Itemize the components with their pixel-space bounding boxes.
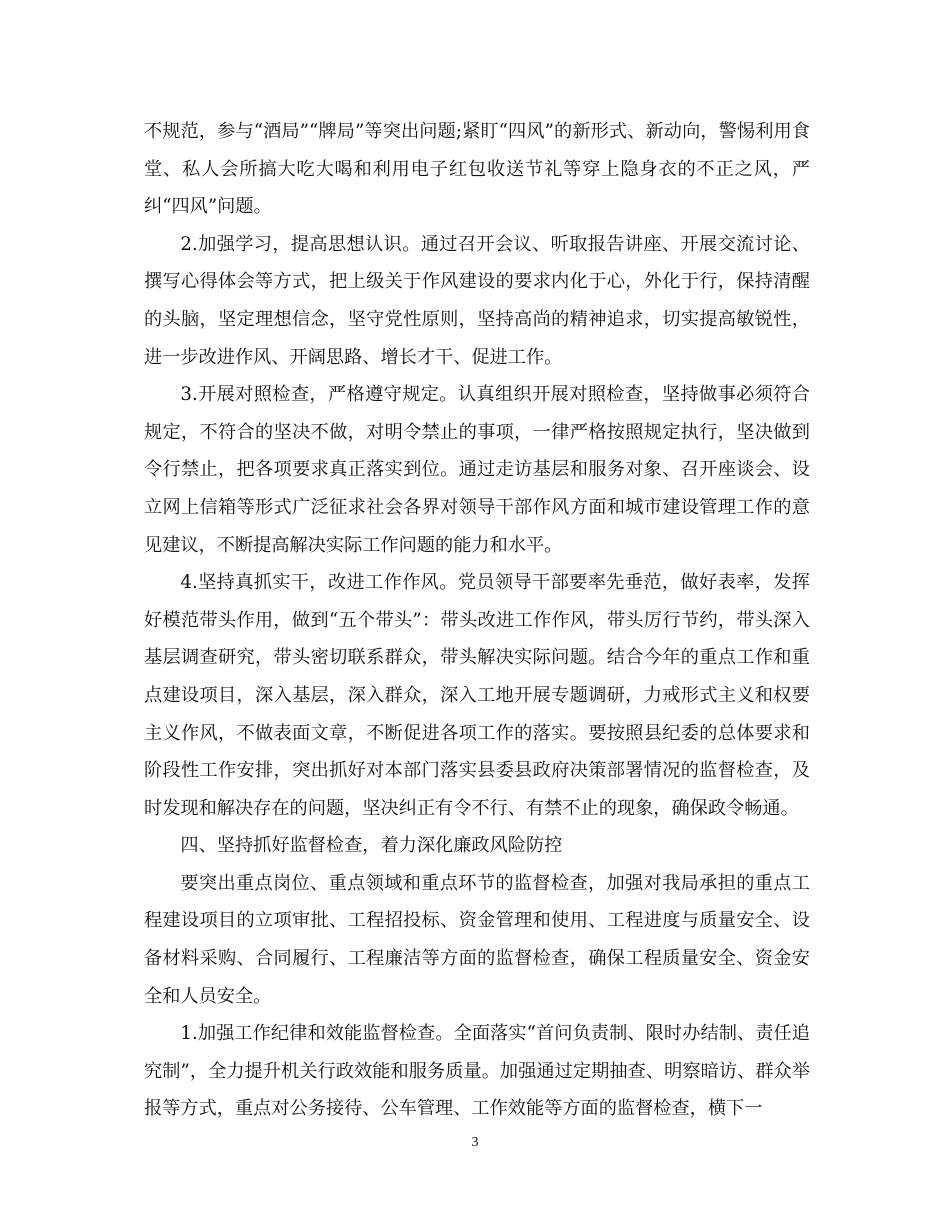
page-number: 3 bbox=[471, 1135, 479, 1150]
document-body bbox=[144, 113, 810, 1128]
paragraph-item-2: 2.加强学习，提高思想认识。通过召开会议、听取报告讲座、开展交流讨论、撰写心得体会等方式，把上级关于作风建设的要求内化于心，外化于行，保持清醒的头脑，坚定理想信念，坚守党性原则，坚持高尚的精神追求，切实提高敏锐性，进一步改进作风、开阔思路、增长才干、促进工作。 bbox=[144, 233, 810, 368]
paragraph-item-4: 4.坚持真抓实干，改进工作作风。党员领导干部要率先垂范，做好表率，发挥好模范带头作用，做到“五个带头”：带头改进工作作风，带头厉行节约，带头深入基层调查研究，带头密切联系群众，带头解决实际问题。结合今年的重点工作和重点建设项目，深入基层，深入群众，深入工地开展专题调研，力戒形式主义和权要主义作风，不做表面文章，不断促进各项工作的落实。要按照县纪委的总体要求和阶段性工作安排，突出抓好对本部门落实县委县政府决策部署情况的监督检查，及时发现和解决存在的问题，坚决纠正有令不行、有禁不止的现象，确保政令畅通。 bbox=[144, 572, 810, 819]
paragraph-item-3: 3.开展对照检查，严格遵守规定。认真组织开展对照检查，坚持做事必须符合规定，不符合的坚决不做，对明令禁止的事项，一律严格按照规定执行，坚决做到令行禁止，把各项要求真正落实到位。通过走访基层和服务对象、召开座谈会、设立网上信箱等形式广泛征求社会各界对领导干部作风方面和城市建设管理工作的意见建议，不断提高解决实际工作问题的能力和水平。 bbox=[144, 384, 810, 556]
section-intro-paragraph: 要突出重点岗位、重点领域和重点环节的监督检查，加强对我局承担的重点工程建设项目的立项审批、工程招投标、资金管理和使用、工程进度与质量安全、设备材料采购、合同履行、工程廉洁等方面的监督检查，确保工程质量安全、资金安全和人员安全。 bbox=[144, 872, 810, 1007]
paragraph-continuation: 不规范，参与“酒局”“牌局”等突出问题;紧盯“四风”的新形式、新动向，警惕利用食堂、私人会所搞大吃大喝和利用电子红包收送节礼等穿上隐身衣的不正之风，严纠“四风”问题。 bbox=[144, 121, 810, 218]
paragraph-item-1: 1.加强工作纪律和效能监督检查。全面落实“首问负责制、限时办结制、责任追究制”，全力提升机关行政效能和服务质量。加强通过定期抽查、明察暗访、群众举报等方式，重点对公务接待、公车管理、工作效能等方面的监督检查，横下一 bbox=[144, 1023, 810, 1120]
section-heading-4: 四、坚持抓好监督检查，着力深化廉政风险防控 bbox=[180, 835, 563, 857]
